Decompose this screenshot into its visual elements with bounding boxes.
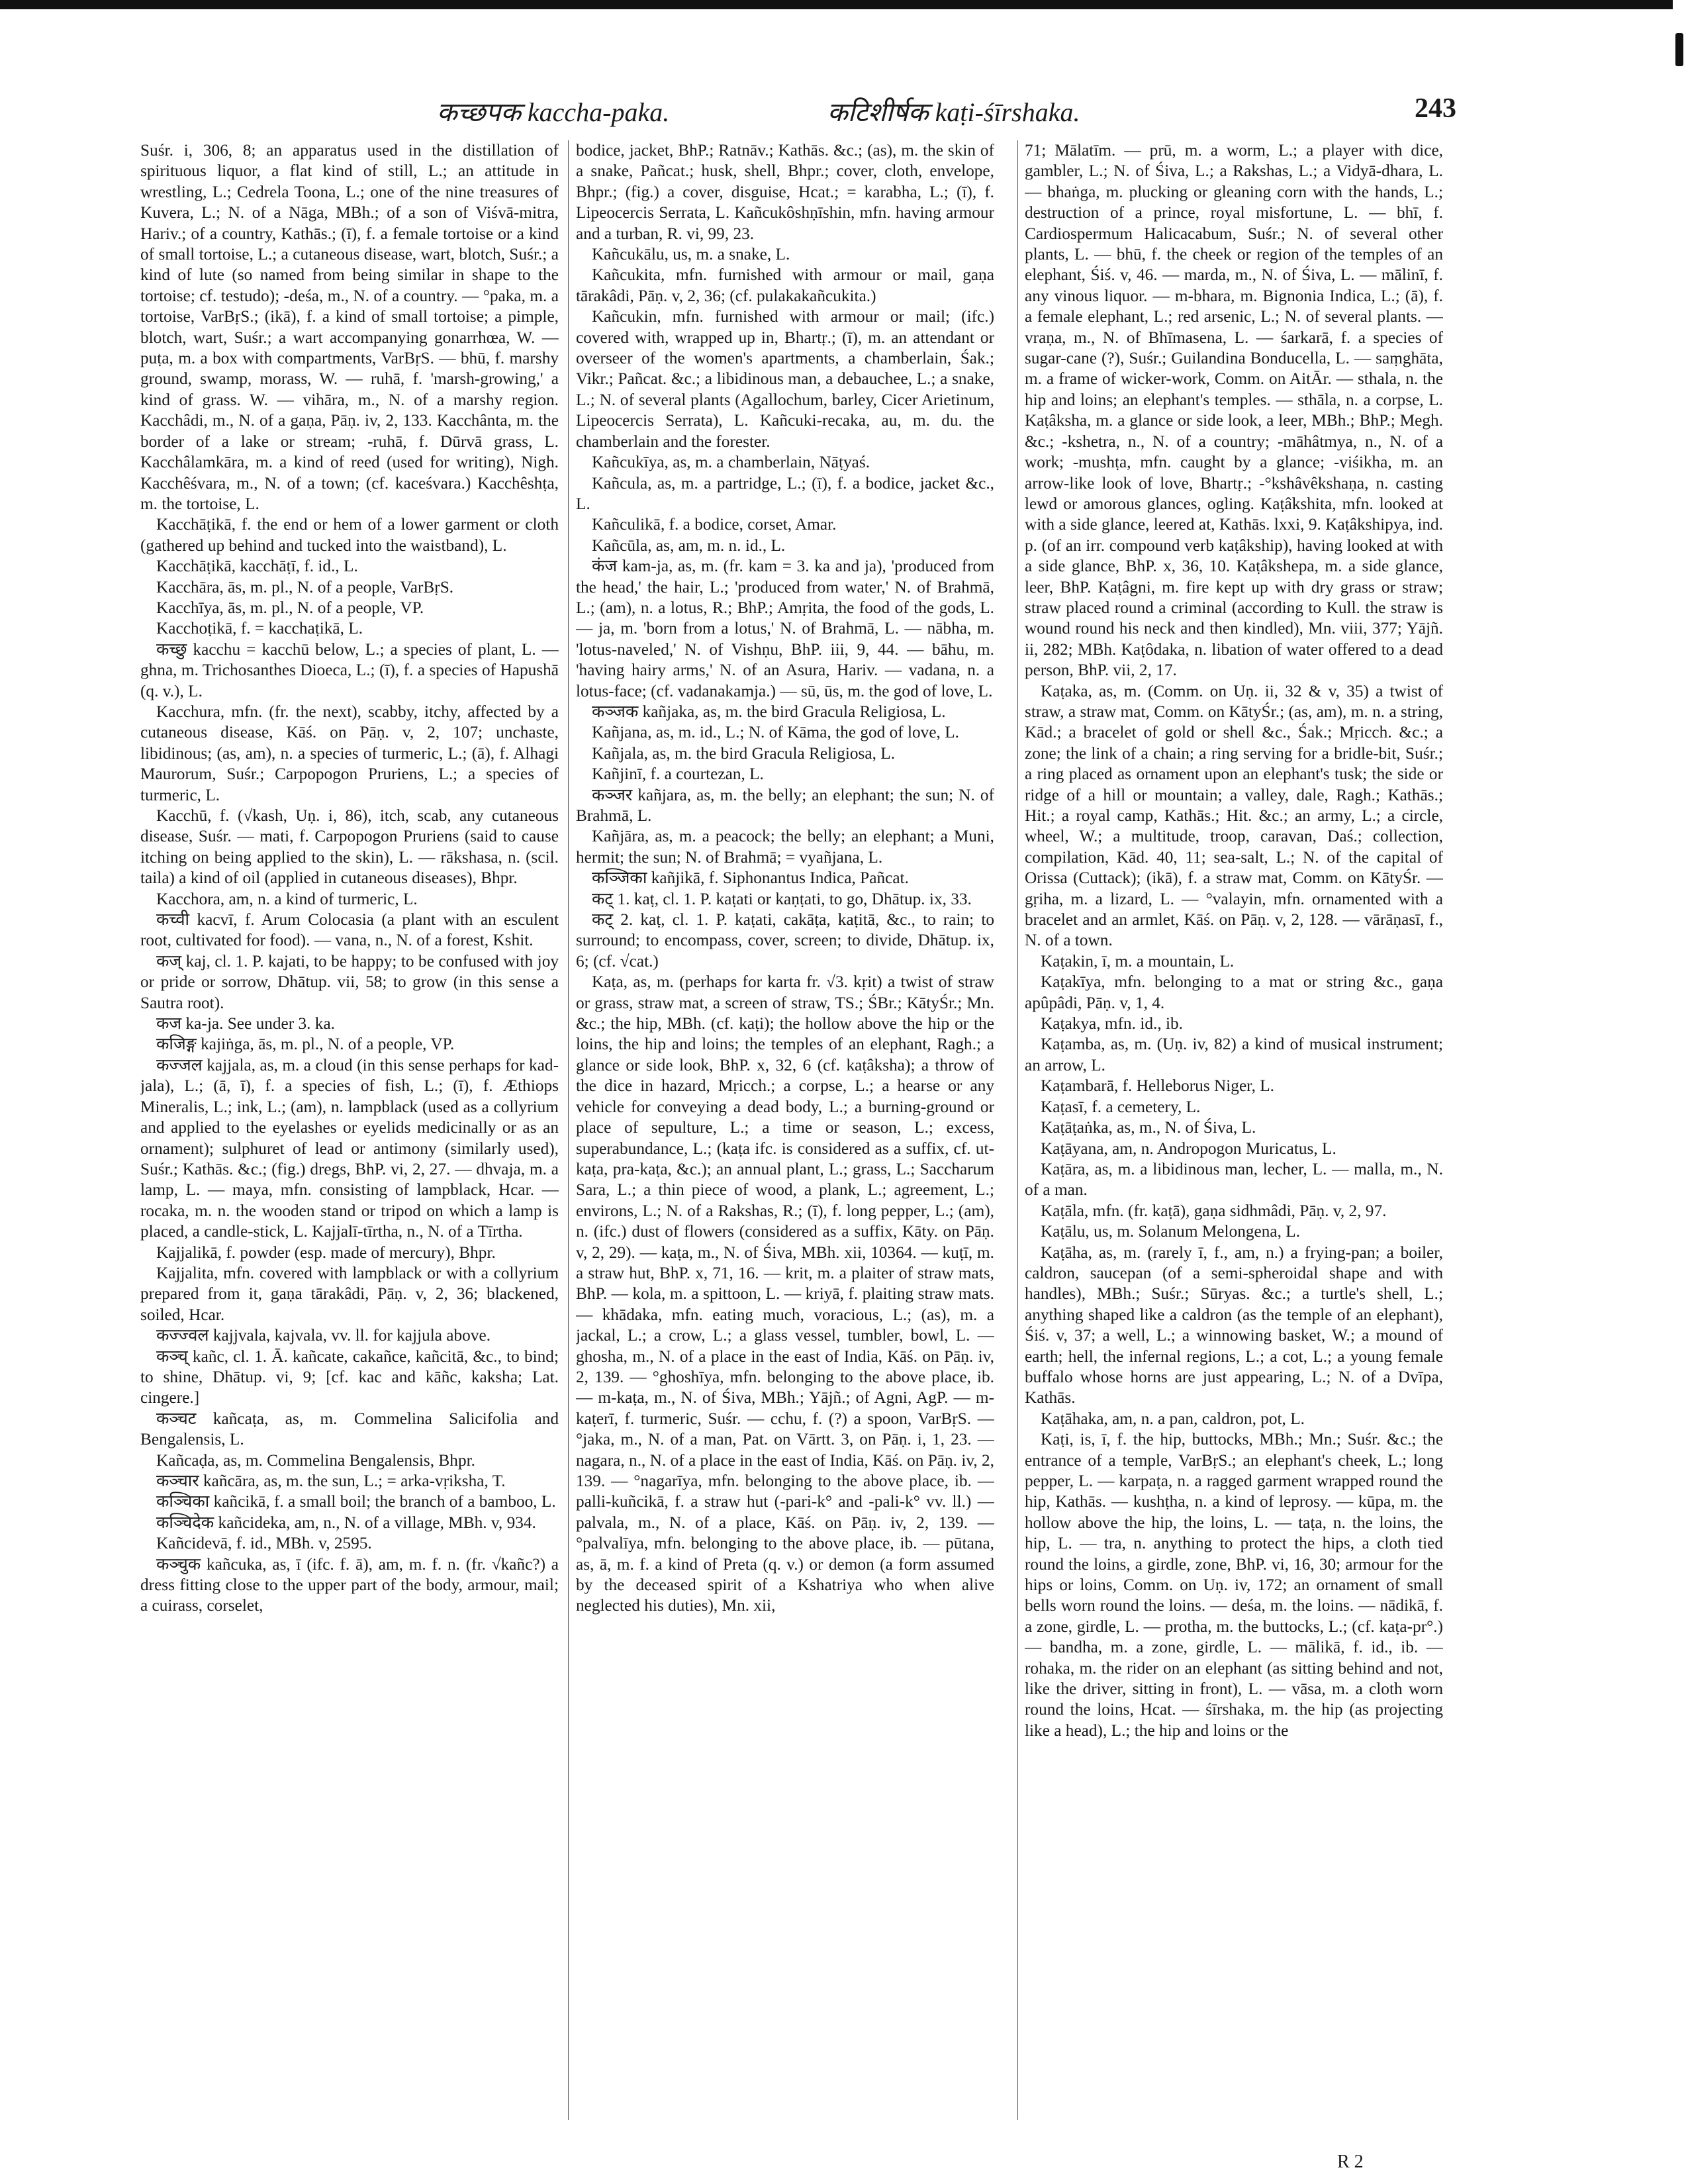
dictionary-entry: कञ्चट kañcaṭa, as, m. Commelina Salicifolia and Bengalensis, L. xyxy=(140,1409,559,1449)
dictionary-entry: Kaṭāha, as, m. (rarely ī, f., am, n.) a frying-pan; a boiler, caldron, saucepan (of a semi-spheroidal shape and with handles), MBh.; Suśr.; Sūryas. &c.; a turtle's shell, L.; anything shaped like a caldron (as the temple of an elephant), Śiś. v, 37; a well, L.; a winnowing basket, W.; a mound of earth; hell, the infernal regions, L.; a cot, L.; a young female buffalo whose horns are just appearing, L.; N. of a Dvīpa, Kathās. xyxy=(1025,1243,1443,1407)
dictionary-entry: कञ्चिका kañcikā, f. a small boil; the branch of a bamboo, L. xyxy=(156,1492,556,1511)
dictionary-entry: Kaṭāhaka, am, n. a pan, caldron, pot, L. xyxy=(1041,1409,1305,1428)
page-right-margin xyxy=(1673,0,1686,2184)
dictionary-entry: Kaṭāṭaṅka, as, m., N. of Śiva, L. xyxy=(1041,1118,1256,1137)
page-header xyxy=(132,93,1456,139)
dictionary-entry: Kacchāṭikā, kacchāṭī, f. id., L. xyxy=(156,557,358,576)
dictionary-entry: Kaṭambarā, f. Helleborus Niger, L. xyxy=(1041,1076,1275,1096)
dictionary-entry: Kaṭakin, ī, m. a mountain, L. xyxy=(1041,951,1235,971)
header-last-word: कटिशीर्षक kaṭi-śīrshaka. xyxy=(827,97,1080,127)
dictionary-entry: Kacchū, f. (√kash, Uṇ. i, 86), itch, scab, any cutaneous disease, Suśr. — mati, f. Carpopogon Pruriens (said to cause itching on being applied to the skin), L. — rākshasa, n. (scil. taila) a kind of oil (applied in cutaneous diseases), Bhpr. xyxy=(140,806,559,888)
header-first-word: कच्छपक kaccha-paka. xyxy=(437,97,670,127)
dictionary-entry: Kaṭakīya, mfn. belonging to a mat or string &c., gaṇa apûpâdi, Pāṇ. v, 1, 4. xyxy=(1025,973,1443,1012)
dictionary-entry: Kacchora, am, n. a kind of turmeric, L. xyxy=(156,889,418,908)
dictionary-entry: Kaṭāyana, am, n. Andropogon Muricatus, L. xyxy=(1041,1139,1336,1158)
dictionary-entry: Kañcukālu, us, m. a snake, L. xyxy=(592,245,790,264)
dictionary-entry: Kañculikā, f. a bodice, corset, Amar. xyxy=(592,515,837,534)
binding-mark xyxy=(1675,33,1683,66)
dictionary-entry: Kajjalita, mfn. covered with lampblack or with a collyrium prepared from it, gaṇa tārakâdi, Pāṇ. v, 2, 36; blackened, soiled, Hcar. xyxy=(140,1263,559,1324)
dictionary-entry: Kaṭālu, us, m. Solanum Melongena, L. xyxy=(1041,1222,1301,1241)
dictionary-entry: कञ्जर kañjara, as, m. the belly; an elephant; the sun; N. of Brahmā, L. xyxy=(576,785,994,825)
dictionary-entry: Kañjinī, f. a courtezan, L. xyxy=(592,765,764,784)
column-divider xyxy=(1017,140,1018,2120)
dictionary-entry: Kañcidevā, f. id., MBh. v, 2595. xyxy=(156,1534,372,1553)
dictionary-entry: Kacchura, mfn. (fr. the next), scabby, itchy, affected by a cutaneous disease, Kāś. on Pāṇ. v, 2, 107; unchaste, libidinous; (as, am), n. a species of turmeric, L.; (ā), f. Alhagi Maurorum, Suśr.; Carpopogon Pruriens, L.; a species of turmeric, L. xyxy=(140,702,559,804)
dictionary-entry: Kañjāra, as, m. a peacock; the belly; an elephant; a Muni, hermit; the sun; N. of Brahmā; = vyañjana, L. xyxy=(576,827,994,867)
dictionary-entry: Kañcukin, mfn. furnished with armour or mail; (ifc.) covered with, wrapped up in, Bhartṛ.; (ī), m. an attendant or overseer of the women's apartments, a chamberlain, Śak.; Vikr.; Pañcat. &c.; a libidinous man, a debauchee, L.; a snake, L.; N. of several plants (Agallochum, barley, Cicer Arietinum, Lipeocercis Serrata), L. Kañcuki-recaka, au, m. du. the chamberlain and the forester. xyxy=(576,307,994,451)
dictionary-entry: कञ्चुक kañcuka, as, ī (ifc. f. ā), am, m. f. n. (fr. √kañc?) a dress fitting close to the upper part of the body, armour, mail; a cuirass, corselet, xyxy=(140,1554,559,1615)
dictionary-entry: Kañcula, as, m. a partridge, L.; (ī), f. a bodice, jacket &c., L. xyxy=(576,473,994,513)
page-top-edge xyxy=(0,0,1686,9)
dictionary-entry: Kañcukīya, as, m. a chamberlain, Nāṭyaś. xyxy=(592,453,870,472)
column-right xyxy=(1025,140,1443,2120)
dictionary-entry: कञ्जिका kañjikā, f. Siphonantus Indica, Pañcat. xyxy=(592,869,909,888)
dictionary-entry: Kaṭakya, mfn. id., ib. xyxy=(1041,1014,1183,1033)
dictionary-entry: bodice, jacket, BhP.; Ratnāv.; Kathās. &c.; (as), m. the skin of a snake, Pañcat.; husk, shell, Bhpr.; cover, cloth, envelope, Bhpr.; (fig.) a cover, disguise, Hcat.; = karabha, L.; (ī), f. Lipeocercis Serrata, L. Kañcukôshṇīshin, mfn. having armour and a turban, R. vi, 99, 23. xyxy=(576,141,994,243)
dictionary-entry: Kaṭi, is, ī, f. the hip, buttocks, MBh.; Mn.; Suśr. &c.; the entrance of a temple, VarBṛS.; an elephant's cheek, L.; long pepper, L. — karpaṭa, n. a ragged garment wrapped round the hip, Kathās. — kushṭha, n. a kind of leprosy. — kūpa, m. the hollow above the hip, the loins, L. — taṭa, n. the loins, the hip, L. — tra, n. anything to protect the hips, a cloth tied round the loins, a girdle, zone, BhP. vi, 16, 30; armour for the hips or loins, Comm. on Uṇ. iv, 172; an ornament of small bells worn round the loins. — deśa, m. the loins. — nādikā, f. a zone, girdle, L. — protha, m. the buttocks, L.; (cf. kaṭa-pr°.) — bandha, m. a zone, girdle, L. — mālikā, f. id., ib. — rohaka, m. the rider on an elephant (as sitting behind and not, like the driver, sitting in front), L. — vāsa, m. a cloth worn round the loins, Hcat. — śīrshaka, m. the hip (as projecting like a head), L.; the hip and loins or the xyxy=(1025,1430,1443,1740)
dictionary-entry: Kaṭasī, f. a cemetery, L. xyxy=(1041,1097,1201,1116)
dictionary-entry: कज् kaj, cl. 1. P. kajati, to be happy; to be confused with joy or pride or sorrow, Dhātup. vii, 58; to grow (in this sense a Sautra root). xyxy=(140,951,559,1012)
dictionary-entry: 71; Mālatīm. — prū, m. a worm, L.; a player with dice, gambler, L.; N. of Śiva, L.; a Rakshas, L.; a Vidyā-dhara, L. — bhaṅga, m. plucking or gleaning corn with the hands, L.; destruction of a prince, royal misfortune, L. — bhī, f. Cardiospermum Halicacabum, Suśr.; N. of several other plants, L. — bhū, f. the cheek or region of the temples of an elephant, Śiś. v, 46. — marda, m., N. of Śiva, L. — mālinī, f. any vinous liquor. — m-bhara, m. Bignonia Indica, L.; (ā), f. a female elephant, L.; red arsenic, L.; N. of several plants. — vraṇa, m., N. of Bhīmasena, L. — śarkarā, f. a species of sugar-cane (?), Suśr.; Guilandina Bonducella, L. — saṃghāta, m. a frame of wicker-work, Comm. on AitĀr. — sthala, n. the hip and loins; an elephant's temples. — sthāla, n. a corpse, L. Kaṭâksha, m. a glance or side look, a leer, MBh.; BhP.; Megh. &c.; -kshetra, n., N. of a country; -māhâtmya, n., N. of a work; -mushṭa, mfn. caught by a glance; -viśikha, m. an arrow-like look of love, Bhartṛ.; -°kshâvêkshaṇa, n. casting lewd or amorous glances, ogling. Kaṭâkshita, mfn. looked at with a side glance, leered at, Kathās. lxxi, 9. Kaṭâkshipya, ind. p. (of an irr. compound verb kaṭâkship), having looked at with a side glance, BhP. x, 36, 10. Kaṭâkshepa, m. a side glance, leer, BhP. Kaṭâgni, m. fire kept up with dry grass or straw; straw placed round a criminal (according to Kull. the straw is wound round his neck and then kindled), Mn. viii, 377; Yājñ. ii, 282; MBh. Kaṭôdaka, n. libation of water offered to a dead person, BhP. vii, 2, 17. xyxy=(1025,141,1443,680)
dictionary-entry: कंज kam-ja, as, m. (fr. kam = 3. ka and ja), 'produced from the head,' the hair, L.; 'produced from water,' N. of Brahmā, L.; (am), n. a lotus, R.; BhP.; Amṛita, the food of the gods, L. — ja, m. 'born from a lotus,' N. of Brahmā, L. — nābha, m. 'lotus-naveled,' N. of Vishṇu, BhP. iii, 9, 44. — bāhu, m. 'having hairy arms,' N. of an Asura, Hariv. — vadana, n. a lotus-face; (cf. vadanakamja.) — sū, ūs, m. the god of love, L. xyxy=(576,557,994,700)
dictionary-entry: कच्छु kacchu = kacchū below, L.; a species of plant, L. — ghna, m. Trichosanthes Dioeca, L.; (ī), f. a species of Hapushā (q. v.), L. xyxy=(140,640,559,700)
dictionary-entry: Kañjana, as, m. id., L.; N. of Kāma, the god of love, L. xyxy=(592,723,959,742)
dictionary-entry: Kaṭa, as, m. (perhaps for karta fr. √3. kṛit) a twist of straw or grass, straw mat, a screen of straw, TS.; ŚBr.; KātyŚr.; Mn. &c.; the hip, MBh. (cf. kaṭi); the hollow above the hip or the loins, the hip and loins; the temples of an elephant, Ragh.; a glance or side look, BhP. x, 32, 6 (cf. kaṭâksha); a throw of the dice in hazard, Mṛicch.; a corpse, L.; a hearse or any vehicle for conveying a dead body, L.; a burning-ground or place of sepulture, L.; a time or season, L.; excess, superabundance, L.; (kaṭa ifc. is considered as a suffix, cf. ut-kaṭa, pra-kaṭa, &c.); an annual plant, L.; grass, L.; Saccharum Sara, L.; a thin piece of wood, a plank, L.; agreement, L.; environs, L.; N. of a Rakshas, R.; (ī), f. long pepper, L.; (am), n. (ifc.) dust of flowers (considered as a suffix, Kāty. on Pāṇ. v, 2, 29). — kaṭa, m., N. of Śiva, MBh. xii, 10364. — kuṭī, m. a straw hut, BhP. x, 71, 16. — krit, m. a plaiter of straw mats, BhP. — kola, m. a spittoon, L. — kriyā, f. plaiting straw mats. — khādaka, mfn. eating much, voracious, L.; (as), m. a jackal, L.; a crow, L.; a glass vessel, tumbler, bowl, L. — ghosha, m., N. of a place in the east of India, Kāś. on Pāṇ. iv, 2, 139. — °ghoshīya, mfn. belonging to the above place, ib. — m-kaṭa, m., N. of Śiva, MBh.; Yājñ.; of Agni, AgP. — m-kaṭerī, f. turmeric, Suśr. — cchu, f. (?) a spoon, VarBṛS. — °jaka, m., N. of a man, Pat. on Vārtt. 3, on Pāṇ. i, 1, 23. — nagara, n., N. of a place in the east of India, Kāś. on Pāṇ. iv, 2, 139. — °nagarīya, mfn. belonging to the above place, ib. — palli-kuñcikā, f. a straw hut (-pari-k° and -pali-k° vv. ll.) — palvala, m., N. of a place, Kāś. on Pāṇ. iv, 2, 139. — °palvalīya, mfn. belonging to the above place, ib. — pūtana, as, ā, m. f. a kind of Preta (q. v.) or demon (a form assumed by the deceased spirit of a Kshatriya who when alive neglected his duties), Mn. xii, xyxy=(576,973,994,1615)
dictionary-entry: Kaṭāra, as, m. a libidinous man, lecher, L. — malla, m., N. of a man. xyxy=(1025,1159,1443,1200)
dictionary-entry: Kaṭamba, as, m. (Uṇ. iv, 82) a kind of musical instrument; an arrow, L. xyxy=(1025,1035,1443,1074)
dictionary-entry: कज ka-ja. See under 3. ka. xyxy=(156,1014,335,1033)
dictionary-entry: कज्जल kajjala, as, m. a cloud (in this sense perhaps for kad-jala), L.; (ā, ī), f. a species of fish, L.; (ī), f. Æthiops Mineralis, L.; ink, L.; (am), n. lampblack (used as a collyrium and applied to the eyelashes or eyelids medicinally or as an ornament); sulphuret of lead or antimony (similarly used), Suśr.; Kathās. &c.; (fig.) dregs, BhP. vi, 2, 27. — dhvaja, m. a lamp, L. — maya, mfn. consisting of lampblack, Hcar. — rocaka, m. n. the wooden stand or tripod on which a lamp is placed, a candle-stick, L. Kajjalī-tīrtha, n., N. of a Tīrtha. xyxy=(140,1055,559,1241)
dictionary-entry: Kañjala, as, m. the bird Gracula Religiosa, L. xyxy=(592,743,896,763)
dictionary-entry: कञ्चार kañcāra, as, m. the sun, L.; = arka-vṛiksha, T. xyxy=(156,1472,506,1490)
dictionary-entry: कट् 2. kaṭ, cl. 1. P. kaṭati, cakāṭa, kaṭitā, &c., to rain; to surround; to encompass, cover, screen; to divide, Dhātup. ix, 6; (cf. √cat.) xyxy=(576,910,994,971)
column-left xyxy=(140,140,559,2120)
dictionary-entry: Kacchīya, ās, m. pl., N. of a people, VP. xyxy=(156,598,424,617)
dictionary-entry: कज्ज्वल kajjvala, kajvala, vv. ll. for kajjula above. xyxy=(156,1326,491,1345)
dictionary-entry: Kajjalikā, f. powder (esp. made of mercury), Bhpr. xyxy=(156,1243,496,1262)
dictionary-entry: Kacchoṭikā, f. = kacchaṭikā, L. xyxy=(156,619,363,638)
dictionary-entry: Kacchāra, ās, m. pl., N. of a people, VarBṛS. xyxy=(156,577,454,596)
dictionary-entry: कट् 1. kaṭ, cl. 1. P. kaṭati or kaṇṭati, to go, Dhātup. ix, 33. xyxy=(592,889,972,908)
dictionary-entry: Kañcukita, mfn. furnished with armour or mail, gaṇa tārakâdi, Pāṇ. v, 2, 36; (cf. pulakakañcukita.) xyxy=(576,265,994,305)
dictionary-entry: Kaṭāla, mfn. (fr. kaṭā), gaṇa sidhmâdi, Pāṇ. v, 2, 97. xyxy=(1041,1201,1387,1220)
dictionary-entry: कञ्च् kañc, cl. 1. Ā. kañcate, cakañce, kañcitā, &c., to bind; to shine, Dhātup. vi, 9; [cf. kac and kāñc, kaksha; Lat. cingere.] xyxy=(140,1347,559,1407)
dictionary-entry: Kañcūla, as, am, m. n. id., L. xyxy=(592,536,786,555)
column-divider xyxy=(568,140,569,2120)
dictionary-entry: कच्वी kacvī, f. Arum Colocasia (a plant with an esculent root, cultivated for food). — vana, n., N. of a forest, Kshit. xyxy=(140,910,559,950)
dictionary-entry: कञ्चिदेक kañcideka, am, n., N. of a village, MBh. v, 934. xyxy=(156,1513,536,1532)
signature-mark: R 2 xyxy=(1337,2152,1364,2172)
dictionary-entry: Kañcaḍa, as, m. Commelina Bengalensis, Bhpr. xyxy=(156,1450,475,1470)
dictionary-entry: कञ्जक kañjaka, as, m. the bird Gracula Religiosa, L. xyxy=(592,702,946,721)
column-middle xyxy=(576,140,994,2120)
dictionary-entry: Kaṭaka, as, m. (Comm. on Uṇ. ii, 32 & v, 35) a twist of straw, a straw mat, Comm. on KātyŚr.; (as, am), m. n. a string, Kād.; a bracelet of gold or shell &c., Śak.; Mṛicch. &c.; a zone; the link of a chain; a ring serving for a bridle-bit, Suśr.; a ring placed as ornament upon an elephant's tusk; the side or ridge of a hill or mountain; a valley, dale, Ragh.; Kathās.; Hit.; a royal camp, Kathās.; Hit. &c.; an army, L.; a circle, wheel, W.; a multitude, troop, caravan, Daś.; collection, compilation, Kād. 40, 11; sea-salt, L.; N. of the capital of Orissa (Cuttack); (ikā), f. a straw mat, Comm. on KātyŚr. — gṛiha, m. a lizard, L. — °valayin, mfn. ornamented with a bracelet and an armlet, Kāś. on Pāṇ. v, 2, 128. — vārāṇasī, f., N. of a town. xyxy=(1025,681,1443,950)
dictionary-entry: Suśr. i, 306, 8; an apparatus used in the distillation of spirituous liquor, a flat kind of still, L.; an attitude in wrestling, L.; Cedrela Toona, L.; one of the nine treasures of Kuvera, L.; N. of a Nāga, MBh.; of a son of Viśvā-mitra, Hariv.; of a country, Kathās.; (ī), f. a female tortoise or a kind of small tortoise, L.; a cutaneous disease, wart, blotch, Suśr.; a kind of lute (so named from being similar in shape to the tortoise; cf. testudo); -deśa, m., N. of a country. — °paka, m. a tortoise, VarBṛS.; (ikā), f. a kind of small tortoise; a pimple, blotch, wart, Suśr.; a wart accompanying gonarrhœa, W. — puṭa, m. a box with compartments, VarBṛS. — bhū, f. marshy ground, swamp, morass, W. — ruhā, f. 'marsh-growing,' a kind of grass. W. — vihāra, m., N. of a marshy region. Kacchâdi, m., N. of a gaṇa, Pāṇ. iv, 2, 133. Kacchânta, m. the border of a lake or stream; -ruhā, f. Dūrvā grass, L. Kacchâlamkāra, m. a kind of reed (used for writing), Nigh. Kacchêśvara, m., N. of a town; (cf. kaceśvara.) Kacchêshṭa, m. the tortoise, L. xyxy=(140,141,559,513)
dictionary-entry: कजिङ्ग kajiṅga, ās, m. pl., N. of a people, VP. xyxy=(156,1035,455,1054)
dictionary-entry: Kacchāṭikā, f. the end or hem of a lower garment or cloth (gathered up behind and tucked into the waistband), L. xyxy=(140,515,559,555)
page-number: 243 xyxy=(1415,93,1456,124)
